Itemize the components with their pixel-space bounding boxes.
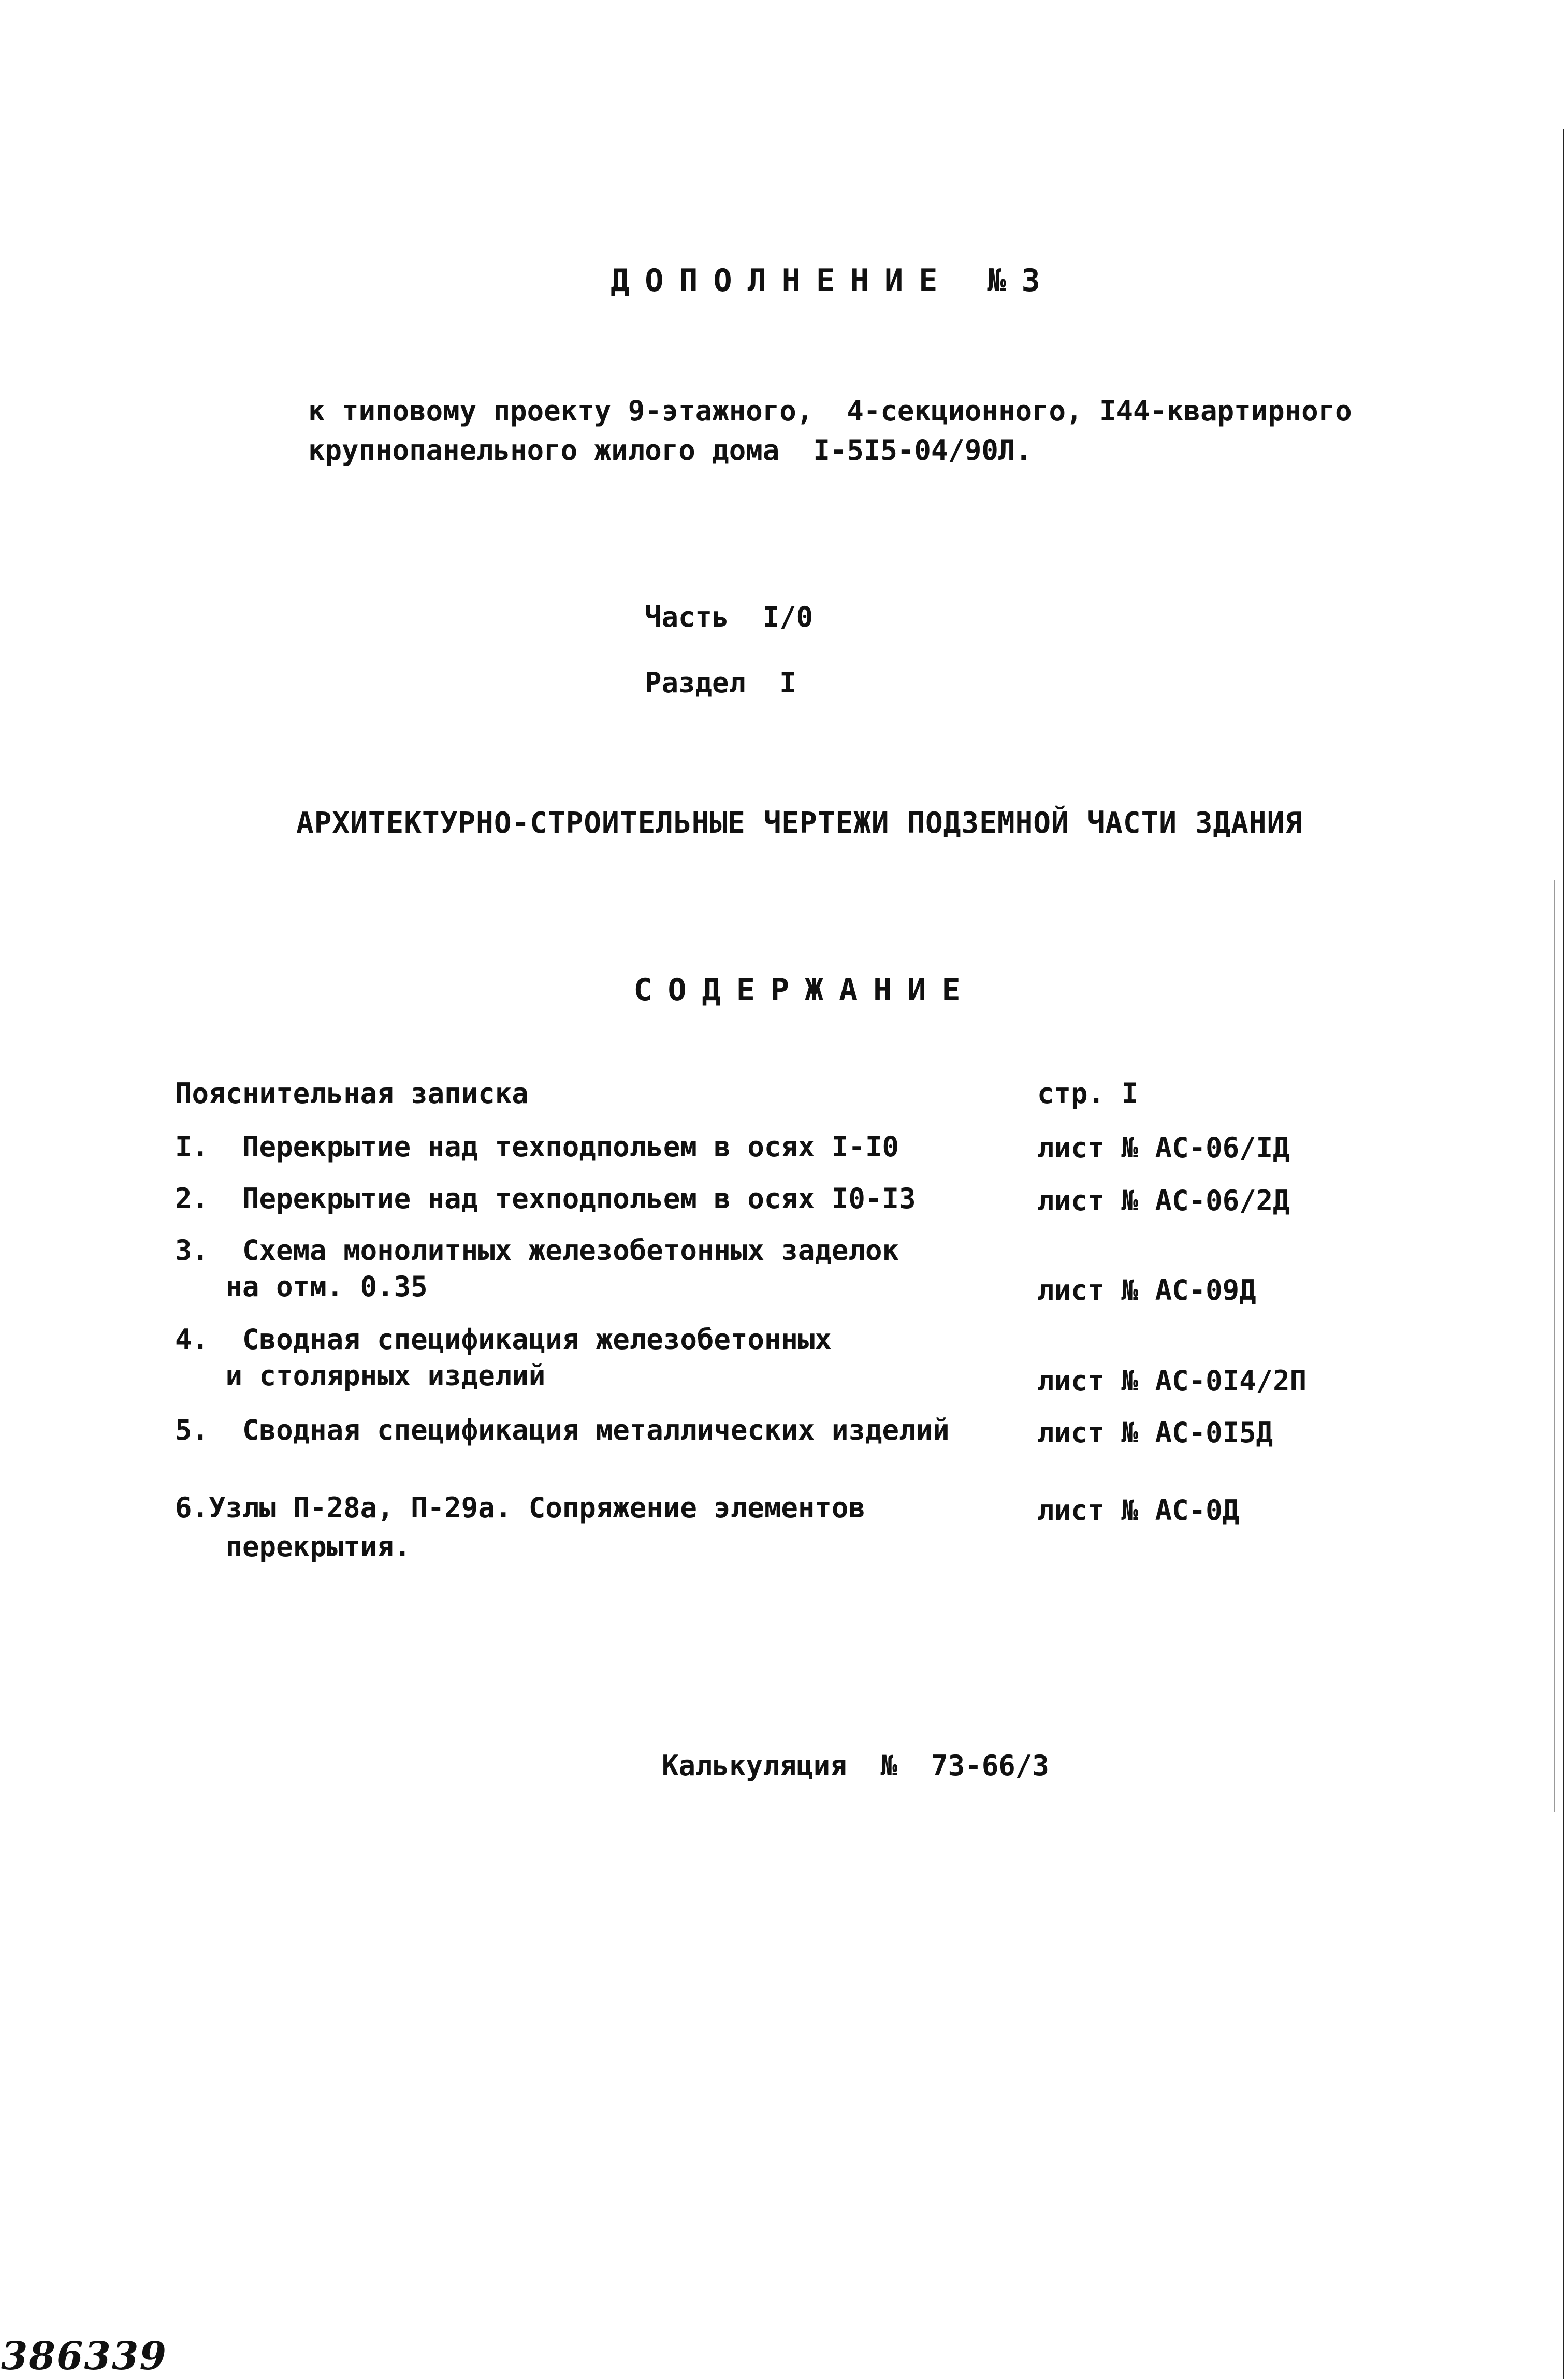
toc-item-4-line-2: и столярных изделий [175,1359,546,1392]
archive-number-stamp: 386339 [1,2334,167,2378]
toc-item-3-ref: лист № АС-09Д [1037,1274,1256,1307]
contents-title: СОДЕРЖАНИЕ [633,972,976,1008]
toc-item-5-ref: лист № АС-0I5Д [1037,1416,1273,1449]
toc-item-3-line-2: на отм. 0.35 [175,1270,428,1303]
toc-item-2-ref: лист № АС-06/2Д [1037,1184,1290,1217]
part-label: Часть I/0 [645,601,814,633]
toc-item-1-line-1: I. Перекрытие над техподпольем в осях I-I0 [175,1130,899,1163]
section-heading: АРХИТЕКТУРНО-СТРОИТЕЛЬНЫЕ ЧЕРТЕЖИ ПОДЗЕМНОЙ ЧАСТИ ЗДАНИЯ [296,806,1303,840]
toc-item-4-line-1: 4. Сводная спецификация железобетонных [175,1323,832,1356]
toc-item-1-ref: лист № АС-06/IД [1037,1132,1290,1164]
scan-edge-line [1563,129,1564,2379]
calculation-number: Калькуляция № 73-66/3 [662,1749,1049,1782]
document-title: ДОПОЛНЕНИЕ №3 [611,263,1056,299]
toc-item-6-line-1: 6.Узлы П-28а, П-29а. Сопряжение элементов [175,1491,865,1524]
toc-item-6-line-2: перекрытия. [175,1530,411,1563]
scan-edge-shadow [1554,880,1555,1812]
subtitle-line-1: к типовому проекту 9-этажного, 4-секционного, I44-квартирного [308,395,1352,427]
toc-item-3-line-1: 3. Схема монолитных железобетонных заделок [175,1234,899,1267]
toc-item-6-ref: лист № АС-0Д [1037,1494,1240,1527]
section-label: Раздел I [645,666,796,699]
subtitle-line-2: крупнопанельного жилого дома I-5I5-04/90Л. [308,434,1032,467]
toc-note-label: Пояснительная записка [175,1077,529,1110]
toc-item-4-ref: лист № АС-0I4/2П [1037,1365,1307,1397]
toc-item-5-line-1: 5. Сводная спецификация металлических изделий [175,1414,950,1446]
toc-note-page: стр. I [1037,1077,1139,1110]
toc-item-2-line-1: 2. Перекрытие над техподпольем в осях I0-I3 [175,1182,916,1215]
